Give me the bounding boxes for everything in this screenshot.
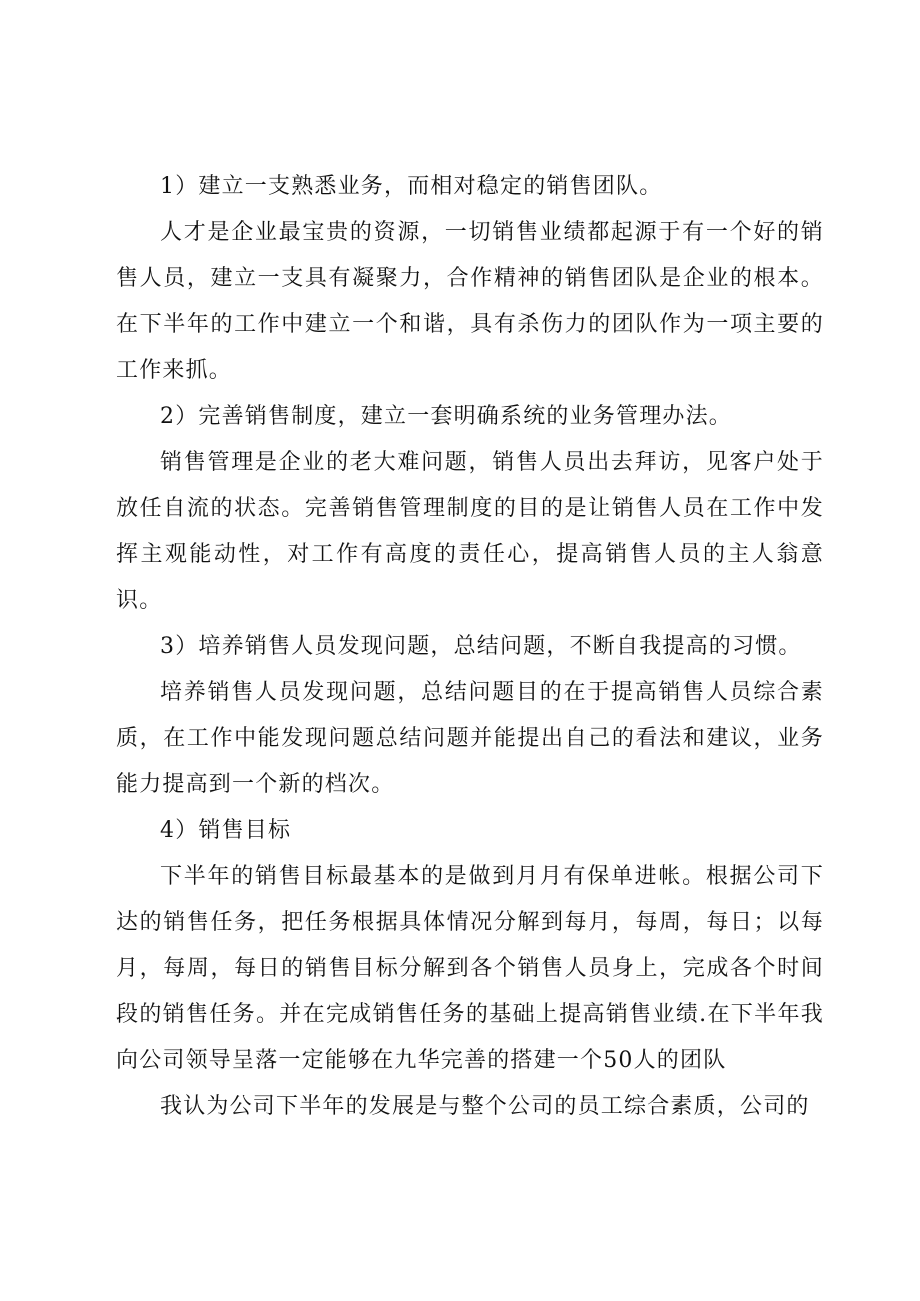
paragraph-sales-target: 下半年的销售目标最基本的是做到月月有保单进帐。根据公司下达的销售任务，把任务根据具体情况分解到每月，每周，每日；以每月，每周，每日的销售目标分解到各个销售人员身上，完成各个时间段的销售任务。并在完成销售任务的基础上提高销售业绩.在下半年我向公司领导呈落一定能够在九华完善的搭建一个50人的团队 — [116, 864, 824, 1073]
heading-2-sales-system: 2）完善销售制度，建立一套明确系统的业务管理办法。 — [160, 404, 732, 429]
paragraph-company-development: 我认为公司下半年的发展是与整个公司的员工综合素质，公司的 — [160, 1094, 810, 1119]
paragraph-sales-management: 销售管理是企业的老大难问题，销售人员出去拜访，见客户处于放任自流的状态。完善销售管理制度的目的是让销售人员在工作中发挥主观能动性，对工作有高度的责任心，提高销售人员的主人翁意识。 — [116, 450, 824, 613]
paragraph-talent-resources: 人才是企业最宝贵的资源，一切销售业绩都起源于有一个好的销售人员，建立一支具有凝聚力，合作精神的销售团队是企业的根本。在下半年的工作中建立一个和谐，具有杀伤力的团队作为一项主要的工作来抓。 — [116, 220, 824, 383]
heading-3-problem-solving: 3）培养销售人员发现问题，总结问题，不断自我提高的习惯。 — [160, 634, 802, 659]
heading-1-team-building: 1）建立一支熟悉业务，而相对稳定的销售团队。 — [160, 174, 663, 199]
document-body — [116, 164, 824, 1130]
paragraph-problem-solving: 培养销售人员发现问题，总结问题目的在于提高销售人员综合素质，在工作中能发现问题总结问题并能提出自己的看法和建议，业务能力提高到一个新的档次。 — [116, 680, 824, 797]
heading-4-sales-target: 4）销售目标 — [160, 818, 292, 843]
